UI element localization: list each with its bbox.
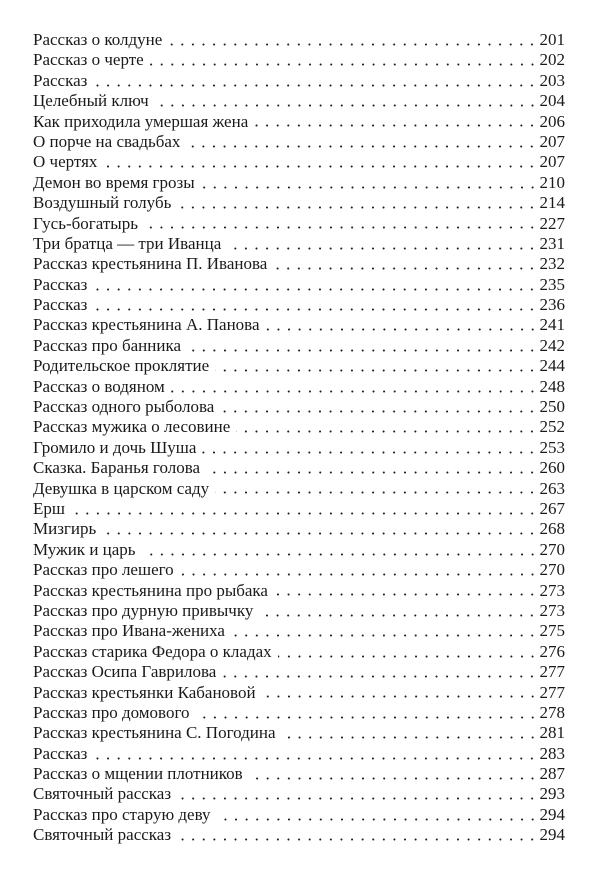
toc-list (33, 30, 565, 846)
dot-leader (215, 479, 539, 499)
toc-entry-page: 203 (539, 70, 565, 90)
toc-entry (33, 152, 565, 172)
dot-leader (227, 234, 539, 254)
toc-entry-page: 273 (539, 580, 565, 600)
dot-leader (93, 295, 539, 315)
toc-entry-title: Рассказ (33, 274, 88, 294)
toc-entry-title: Родительское проклятие (33, 356, 210, 376)
toc-entry-title: Рассказ (33, 743, 88, 763)
dot-leader (155, 91, 540, 111)
toc-entry-title: О чертях (33, 152, 98, 172)
toc-entry-page: 232 (539, 254, 565, 274)
toc-entry (33, 254, 565, 274)
toc-entry (33, 540, 565, 560)
toc-entry (33, 479, 565, 499)
toc-entry-title: Рассказ о мщении плотников (33, 764, 243, 784)
toc-entry-page: 207 (539, 152, 565, 172)
toc-entry (33, 581, 565, 601)
toc-entry-page: 202 (539, 50, 565, 70)
toc-entry-page: 242 (539, 335, 565, 355)
toc-entry (33, 397, 565, 417)
dot-leader (254, 112, 539, 132)
dot-leader (177, 825, 539, 845)
dot-leader (217, 805, 540, 825)
toc-entry (33, 438, 565, 458)
dot-leader (220, 397, 539, 417)
toc-entry-title: Рассказ (33, 70, 88, 90)
toc-entry (33, 825, 565, 845)
toc-entry-title: Рассказ о черте (33, 50, 144, 70)
toc-entry (33, 336, 565, 356)
toc-entry-page: 270 (539, 539, 565, 559)
toc-entry-page: 270 (539, 560, 565, 580)
toc-entry (33, 499, 565, 519)
toc-entry-page: 231 (539, 233, 565, 253)
toc-entry-page: 263 (539, 478, 565, 498)
dot-leader (150, 50, 540, 70)
toc-entry-page: 281 (539, 723, 565, 743)
toc-entry-page: 241 (539, 315, 565, 335)
dot-leader (71, 499, 540, 519)
dot-leader (266, 315, 540, 335)
toc-entry-title: Воздушный голубь (33, 193, 172, 213)
toc-entry-title: Рассказ о колдуне (33, 30, 163, 49)
toc-entry (33, 519, 565, 539)
toc-entry (33, 601, 565, 621)
toc-entry-page: 244 (539, 356, 565, 376)
toc-entry-title: Рассказ мужика о лесовине (33, 417, 231, 437)
toc-entry (33, 193, 565, 213)
toc-entry (33, 315, 565, 335)
dot-leader (102, 519, 539, 539)
toc-entry-title: Ерш (33, 498, 65, 518)
toc-entry (33, 723, 565, 743)
toc-entry-title: Рассказ крестьянина про рыбака (33, 580, 268, 600)
dot-leader (93, 275, 539, 295)
toc-entry (33, 173, 565, 193)
dot-leader (177, 193, 539, 213)
toc-entry-title: Рассказ крестьянки Кабановой (33, 682, 256, 702)
toc-entry (33, 683, 565, 703)
toc-entry-title: Гусь-богатырь (33, 213, 138, 233)
toc-entry-title: Рассказ (33, 295, 88, 315)
toc-entry (33, 784, 565, 804)
toc-entry-title: Мужик и царь (33, 539, 136, 559)
toc-entry-page: 236 (539, 295, 565, 315)
toc-entry (33, 91, 565, 111)
toc-entry-title: Рассказ крестьянина С. Погодина (33, 723, 276, 743)
toc-entry-page: 277 (539, 682, 565, 702)
dot-leader (282, 723, 540, 743)
dot-leader (177, 784, 539, 804)
dot-leader (222, 662, 539, 682)
dot-leader (142, 540, 540, 560)
dot-leader (93, 71, 539, 91)
dot-leader (249, 764, 540, 784)
toc-entry-page: 253 (539, 437, 565, 457)
toc-entry-page: 206 (539, 111, 565, 131)
toc-entry-page: 210 (539, 172, 565, 192)
toc-entry (33, 214, 565, 234)
toc-entry-page: 294 (539, 825, 565, 845)
toc-entry-title: О порче на свадьбах (33, 131, 181, 151)
toc-entry-title: Рассказ крестьянина А. Панова (33, 315, 260, 335)
toc-entry (33, 621, 565, 641)
dot-leader (273, 254, 539, 274)
dot-leader (259, 601, 539, 621)
toc-entry (33, 744, 565, 764)
dot-leader (274, 581, 540, 601)
toc-entry-title: Рассказ одного рыболова (33, 397, 215, 417)
dot-leader (262, 683, 540, 703)
toc-entry-title: Святочный рассказ (33, 825, 172, 845)
toc-entry (33, 458, 565, 478)
dot-leader (206, 458, 539, 478)
toc-entry-page: 273 (539, 600, 565, 620)
toc-entry (33, 642, 565, 662)
toc-entry (33, 377, 565, 397)
toc-entry-title: Рассказ старика Федора о кладах (33, 641, 272, 661)
dot-leader (186, 132, 539, 152)
dot-leader (202, 438, 539, 458)
toc-entry-title: Три братца — три Иванца (33, 233, 222, 253)
toc-entry-title: Рассказ про лешего (33, 560, 174, 580)
toc-entry-page: 235 (539, 274, 565, 294)
toc-entry-title: Девушка в царском саду (33, 478, 210, 498)
toc-entry-title: Целебный ключ (33, 91, 149, 111)
toc-entry-page: 275 (539, 621, 565, 641)
toc-entry-page: 204 (539, 91, 565, 111)
toc-entry-page: 260 (539, 458, 565, 478)
toc-entry-title: Рассказ про Ивана-жениха (33, 621, 225, 641)
dot-leader (231, 621, 540, 641)
toc-entry (33, 295, 565, 315)
toc-entry-page: 293 (539, 784, 565, 804)
toc-entry (33, 132, 565, 152)
toc-entry (33, 764, 565, 784)
toc-entry (33, 112, 565, 132)
toc-entry-title: Демон во время грозы (33, 172, 195, 192)
toc-entry-page: 227 (539, 213, 565, 233)
toc-entry-page: 252 (539, 417, 565, 437)
dot-leader (93, 744, 539, 764)
toc-entry-title: Святочный рассказ (33, 784, 172, 804)
toc-entry-page: 287 (539, 764, 565, 784)
toc-entry-page: 248 (539, 376, 565, 396)
toc-entry-title: Рассказ про домового (33, 702, 190, 722)
toc-entry-page: 278 (539, 702, 565, 722)
dot-leader (180, 560, 540, 580)
toc-entry-title: Мизгирь (33, 519, 97, 539)
toc-entry-page: 214 (539, 193, 565, 213)
toc-entry-page: 207 (539, 131, 565, 151)
toc-entry-title: Рассказ Осипа Гаврилова (33, 662, 217, 682)
toc-entry-title: Сказка. Баранья голова (33, 458, 201, 478)
toc-entry (33, 356, 565, 376)
toc-entry (33, 50, 565, 70)
dot-leader (201, 173, 540, 193)
dot-leader (278, 642, 540, 662)
toc-entry-page: 276 (539, 641, 565, 661)
dot-leader (171, 377, 540, 397)
toc-entry (33, 662, 565, 682)
toc-entry-page: 250 (539, 397, 565, 417)
toc-entry (33, 703, 565, 723)
toc-entry-page: 294 (539, 804, 565, 824)
dot-leader (215, 356, 539, 376)
toc-entry-title: Как приходила умершая жена (33, 111, 249, 131)
dot-leader (196, 703, 540, 723)
dot-leader (187, 336, 540, 356)
toc-entry-page: 267 (539, 498, 565, 518)
toc-entry-title: Громило и дочь Шуша (33, 437, 197, 457)
dot-leader (168, 30, 539, 50)
toc-entry-page: 268 (539, 519, 565, 539)
dot-leader (103, 152, 539, 172)
toc-entry-title: Рассказ про банника (33, 335, 181, 355)
dot-leader (236, 417, 539, 437)
toc-entry-page: 283 (539, 743, 565, 763)
toc-entry (33, 30, 565, 50)
toc-entry (33, 71, 565, 91)
toc-entry (33, 417, 565, 437)
toc-entry (33, 234, 565, 254)
toc-entry (33, 805, 565, 825)
toc-entry (33, 560, 565, 580)
toc-entry (33, 275, 565, 295)
dot-leader (144, 214, 540, 234)
toc-entry-title: Рассказ про старую деву (33, 804, 211, 824)
toc-entry-page: 277 (539, 662, 565, 682)
toc-entry-title: Рассказ о водяном (33, 376, 165, 396)
toc-entry-title: Рассказ про дурную привычку (33, 600, 254, 620)
toc-entry-title: Рассказ крестьянина П. Иванова (33, 254, 268, 274)
toc-entry-page: 201 (539, 30, 565, 49)
